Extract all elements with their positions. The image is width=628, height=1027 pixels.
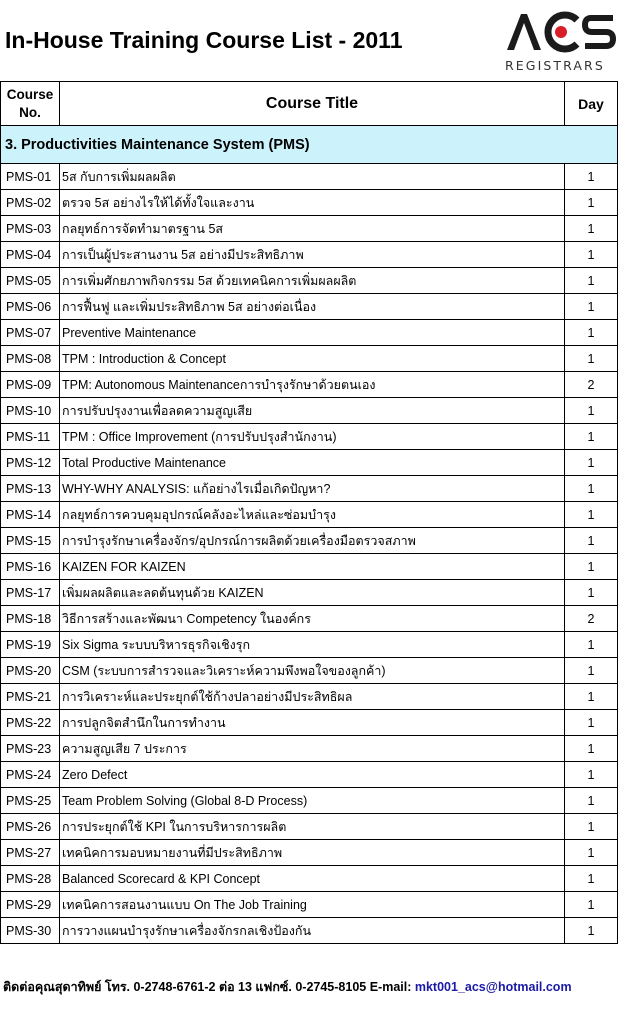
course-day-cell: 1	[565, 814, 618, 840]
course-day-cell: 1	[565, 710, 618, 736]
course-title-cell: กลยุทธ์การจัดทำมาตรฐาน 5ส	[60, 216, 565, 242]
course-day-cell: 1	[565, 398, 618, 424]
course-no-cell: PMS-12	[1, 450, 60, 476]
course-day-cell: 1	[565, 450, 618, 476]
col-course-title: Course Title	[60, 82, 565, 126]
table-row	[1, 294, 618, 320]
course-day-cell: 1	[565, 892, 618, 918]
course-day-cell: 1	[565, 866, 618, 892]
table-row	[1, 502, 618, 528]
table-row	[1, 762, 618, 788]
course-no-cell: PMS-05	[1, 268, 60, 294]
table-row	[1, 632, 618, 658]
course-day-cell: 1	[565, 580, 618, 606]
acs-logo	[505, 8, 617, 74]
course-day-cell: 1	[565, 840, 618, 866]
table-row	[1, 918, 618, 944]
course-title-cell: CSM (ระบบการสำรวจและวิเคราะห์ความพึงพอใจของลูกค้า)	[60, 658, 565, 684]
course-no-cell: PMS-10	[1, 398, 60, 424]
course-no-cell: PMS-16	[1, 554, 60, 580]
course-title-cell: การวิเคราะห์และประยุกต์ใช้ก้างปลาอย่างมีประสิทธิผล	[60, 684, 565, 710]
section-row	[1, 126, 618, 164]
table-row	[1, 658, 618, 684]
course-day-cell: 1	[565, 476, 618, 502]
course-title-cell: เทคนิคการมอบหมายงานที่มีประสิทธิภาพ	[60, 840, 565, 866]
course-table	[0, 81, 618, 944]
course-no-cell: PMS-24	[1, 762, 60, 788]
course-no-cell: PMS-03	[1, 216, 60, 242]
course-day-cell: 1	[565, 320, 618, 346]
course-title-cell: ความสูญเสีย 7 ประการ	[60, 736, 565, 762]
course-no-cell: PMS-28	[1, 866, 60, 892]
course-no-cell: PMS-23	[1, 736, 60, 762]
course-title-cell: TPM : Office Improvement (การปรับปรุงสำนักงาน)	[60, 424, 565, 450]
course-no-cell: PMS-08	[1, 346, 60, 372]
table-row	[1, 320, 618, 346]
course-title-cell: เพิ่มผลผลิตและลดต้นทุนด้วย KAIZEN	[60, 580, 565, 606]
course-no-cell: PMS-18	[1, 606, 60, 632]
course-title-cell: เทคนิคการสอนงานแบบ On The Job Training	[60, 892, 565, 918]
course-no-cell: PMS-17	[1, 580, 60, 606]
table-row	[1, 736, 618, 762]
course-title-cell: กลยุทธ์การควบคุมอุปกรณ์คลังอะไหล่และซ่อมบำรุง	[60, 502, 565, 528]
table-row	[1, 450, 618, 476]
course-day-cell: 1	[565, 632, 618, 658]
course-title-cell: TPM : Introduction & Concept	[60, 346, 565, 372]
course-no-cell: PMS-25	[1, 788, 60, 814]
course-no-cell: PMS-19	[1, 632, 60, 658]
course-title-cell: Six Sigma ระบบบริหารธุรกิจเชิงรุก	[60, 632, 565, 658]
table-row	[1, 788, 618, 814]
course-no-cell: PMS-27	[1, 840, 60, 866]
course-day-cell: 2	[565, 372, 618, 398]
course-no-cell: PMS-02	[1, 190, 60, 216]
table-row	[1, 840, 618, 866]
acs-logo-icon	[505, 8, 617, 56]
col-course-no	[1, 82, 60, 126]
course-no-cell: PMS-11	[1, 424, 60, 450]
course-no-cell: PMS-29	[1, 892, 60, 918]
table-row	[1, 606, 618, 632]
course-day-cell: 1	[565, 736, 618, 762]
course-day-cell: 1	[565, 554, 618, 580]
course-no-cell: PMS-07	[1, 320, 60, 346]
course-title-cell: Total Productive Maintenance	[60, 450, 565, 476]
course-day-cell: 1	[565, 788, 618, 814]
contact-text: ติดต่อคุณสุดาทิพย์ โทร. 0-2748-6761-2 ต่อ 13 แฟกซ์. 0-2745-8105 E-mail:	[3, 980, 415, 994]
table-row	[1, 866, 618, 892]
table-row	[1, 398, 618, 424]
table-row	[1, 164, 618, 190]
course-day-cell: 1	[565, 684, 618, 710]
course-title-cell: การปลูกจิตสำนึกในการทำงาน	[60, 710, 565, 736]
course-day-cell: 1	[565, 658, 618, 684]
course-title-cell: การฟื้นฟู และเพิ่มประสิทธิภาพ 5ส อย่างต่อเนื่อง	[60, 294, 565, 320]
table-row	[1, 242, 618, 268]
course-day-cell: 1	[565, 424, 618, 450]
course-no-cell: PMS-09	[1, 372, 60, 398]
table-row	[1, 814, 618, 840]
course-title-cell: Team Problem Solving (Global 8-D Process)	[60, 788, 565, 814]
logo-subtitle: REGISTRARS	[505, 58, 605, 73]
course-title-cell: การประยุกต์ใช้ KPI ในการบริหารการผลิต	[60, 814, 565, 840]
course-day-cell: 1	[565, 528, 618, 554]
course-title-cell: Zero Defect	[60, 762, 565, 788]
course-no-cell: PMS-06	[1, 294, 60, 320]
col-day: Day	[565, 82, 618, 126]
contact-footer	[3, 977, 572, 997]
table-row	[1, 554, 618, 580]
table-row	[1, 190, 618, 216]
table-row	[1, 216, 618, 242]
course-title-cell: การวางแผนบำรุงรักษาเครื่องจักรกลเชิงป้องกัน	[60, 918, 565, 944]
table-row	[1, 424, 618, 450]
course-day-cell: 1	[565, 190, 618, 216]
course-title-cell: การปรับปรุงงานเพื่อลดความสูญเสีย	[60, 398, 565, 424]
course-title-cell: WHY-WHY ANALYSIS: แก้อย่างไรเมื่อเกิดปัญหา?	[60, 476, 565, 502]
table-row	[1, 268, 618, 294]
table-header-row	[1, 82, 618, 126]
course-title-cell: วิธีการสร้างและพัฒนา Competency ในองค์กร	[60, 606, 565, 632]
course-title-cell: การบำรุงรักษาเครื่องจักร/อุปกรณ์การผลิตด้วยเครื่องมือตรวจสภาพ	[60, 528, 565, 554]
course-no-cell: PMS-26	[1, 814, 60, 840]
course-day-cell: 1	[565, 502, 618, 528]
course-no-cell: PMS-14	[1, 502, 60, 528]
course-day-cell: 1	[565, 242, 618, 268]
table-row	[1, 892, 618, 918]
course-title-cell: การเป็นผู้ประสานงาน 5ส อย่างมีประสิทธิภาพ	[60, 242, 565, 268]
course-title-cell: Preventive Maintenance	[60, 320, 565, 346]
page-title: In-House Training Course List - 2011	[5, 27, 403, 53]
course-title-cell: KAIZEN FOR KAIZEN	[60, 554, 565, 580]
course-title-cell: การเพิ่มศักยภาพกิจกรรม 5ส ด้วยเทคนิคการเพิ่มผลผลิต	[60, 268, 565, 294]
course-no-cell: PMS-22	[1, 710, 60, 736]
course-no-cell: PMS-04	[1, 242, 60, 268]
course-day-cell: 1	[565, 346, 618, 372]
course-no-cell: PMS-21	[1, 684, 60, 710]
table-row	[1, 476, 618, 502]
course-title-cell: ตรวจ 5ส อย่างไรให้ได้ทั้งใจและงาน	[60, 190, 565, 216]
col-course-no-line2: No.	[19, 104, 41, 120]
course-title-cell: 5ส กับการเพิ่มผลผลิต	[60, 164, 565, 190]
table-row	[1, 372, 618, 398]
table-row	[1, 580, 618, 606]
table-row	[1, 710, 618, 736]
course-no-cell: PMS-30	[1, 918, 60, 944]
course-day-cell: 1	[565, 216, 618, 242]
course-no-cell: PMS-01	[1, 164, 60, 190]
course-day-cell: 2	[565, 606, 618, 632]
course-day-cell: 1	[565, 164, 618, 190]
course-day-cell: 1	[565, 762, 618, 788]
course-title-cell: TPM: Autonomous Maintenanceการบำรุงรักษาด้วยตนเอง	[60, 372, 565, 398]
table-row	[1, 684, 618, 710]
course-day-cell: 1	[565, 268, 618, 294]
table-row	[1, 528, 618, 554]
course-day-cell: 1	[565, 918, 618, 944]
section-title: 3. Productivities Maintenance System (PMS)	[1, 126, 618, 164]
course-title-cell: Balanced Scorecard & KPI Concept	[60, 866, 565, 892]
course-no-cell: PMS-13	[1, 476, 60, 502]
course-day-cell: 1	[565, 294, 618, 320]
email-link[interactable]: mkt001_acs@hotmail.com	[414, 980, 572, 994]
table-row	[1, 346, 618, 372]
course-no-cell: PMS-20	[1, 658, 60, 684]
col-course-no-line1: Course	[6, 86, 54, 102]
course-no-cell: PMS-15	[1, 528, 60, 554]
